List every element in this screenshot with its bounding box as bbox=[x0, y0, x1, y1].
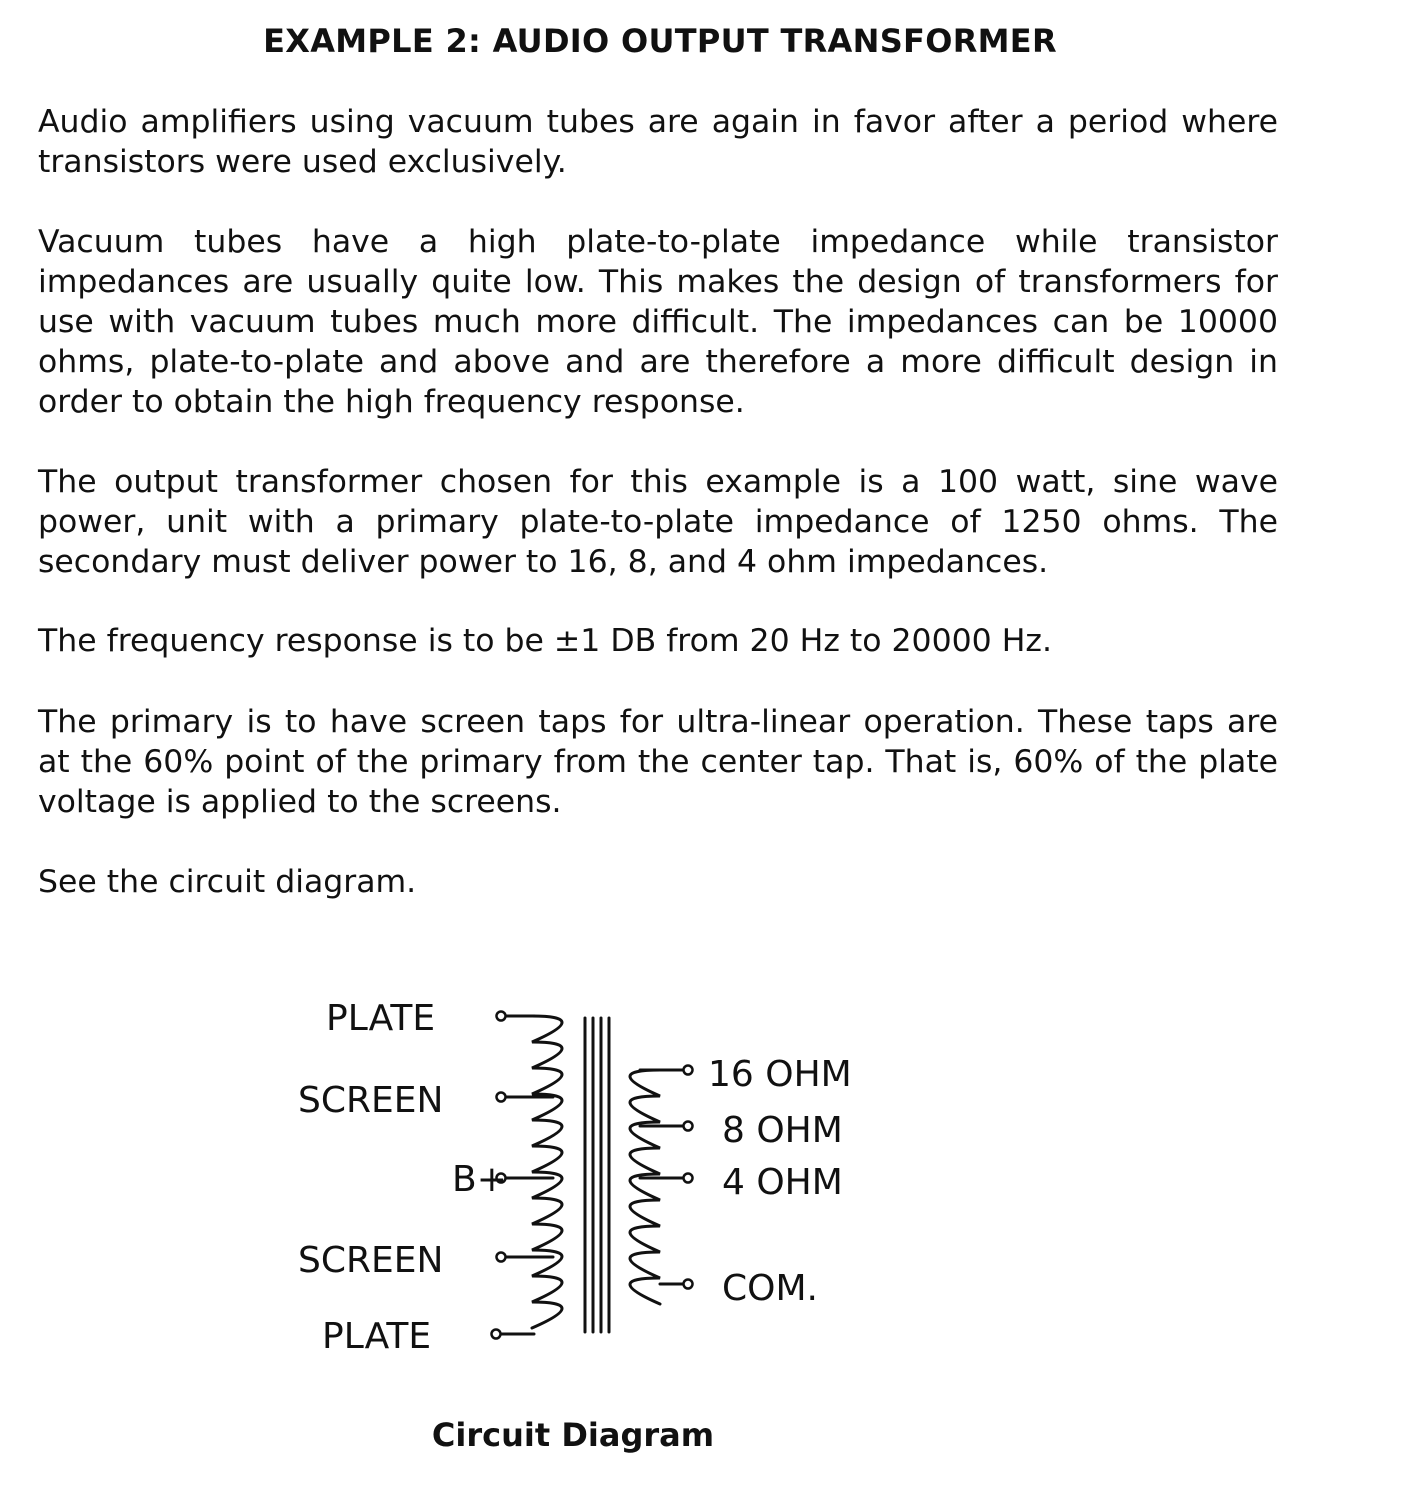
terminal-plate-bottom bbox=[492, 1330, 501, 1339]
paragraph-screen-taps: The primary is to have screen taps for ultra-linear operation. These taps are at the 60% point of the primary from the center tap. That is, 60% of the plate voltage is applied to the screens. bbox=[38, 704, 1278, 820]
paragraph-intro: Audio amplifiers using vacuum tubes are again in favor after a period where transistors were used exclusively. bbox=[38, 104, 1278, 180]
circuit-diagram bbox=[0, 940, 1418, 1400]
terminal-16-ohm bbox=[684, 1066, 693, 1075]
terminal-8-ohm bbox=[684, 1122, 693, 1131]
label-com: COM. bbox=[722, 1268, 818, 1309]
diagram-caption: Circuit Diagram bbox=[431, 1416, 715, 1454]
label-screen-top: SCREEN bbox=[298, 1080, 444, 1121]
label-b-plus: B+ bbox=[452, 1159, 507, 1200]
label-plate-top: PLATE bbox=[326, 998, 436, 1039]
label-16-ohm: 16 OHM bbox=[708, 1054, 852, 1095]
label-4-ohm: 4 OHM bbox=[722, 1162, 843, 1203]
paragraph-frequency-response: The frequency response is to be ±1 DB from 20 Hz to 20000 Hz. bbox=[38, 623, 1052, 659]
paragraph-specification: The output transformer chosen for this example is a 100 watt, sine wave power, unit with a primary plate-to-plate impedance of 1250 ohms. The secondary must deliver power to 16, 8, and 4 ohm impedances. bbox=[38, 464, 1278, 580]
terminal-com bbox=[684, 1280, 693, 1289]
terminal-screen-top bbox=[497, 1093, 506, 1102]
terminal-screen-bottom bbox=[497, 1253, 506, 1262]
paragraph-impedance: Vacuum tubes have a high plate-to-plate impedance while transistor impedances are usually quite low. This makes the design of transformers for use with vacuum tubes much more difficult. The impedances can be 10000 ohms, plate-to-plate and above and are therefore a more difficult design in order to obtain the high frequency response. bbox=[38, 224, 1278, 420]
label-8-ohm: 8 OHM bbox=[722, 1110, 843, 1151]
terminal-4-ohm bbox=[684, 1174, 693, 1183]
terminal-plate-top bbox=[497, 1012, 506, 1021]
document-title: EXAMPLE 2: AUDIO OUTPUT TRANSFORMER bbox=[263, 22, 1057, 60]
label-screen-bottom: SCREEN bbox=[298, 1240, 444, 1281]
paragraph-see-diagram: See the circuit diagram. bbox=[38, 864, 417, 900]
label-plate-bottom: PLATE bbox=[322, 1316, 432, 1357]
transformer-schematic bbox=[0, 940, 1418, 1400]
primary-winding bbox=[532, 1016, 562, 1328]
secondary-winding bbox=[630, 1070, 660, 1304]
